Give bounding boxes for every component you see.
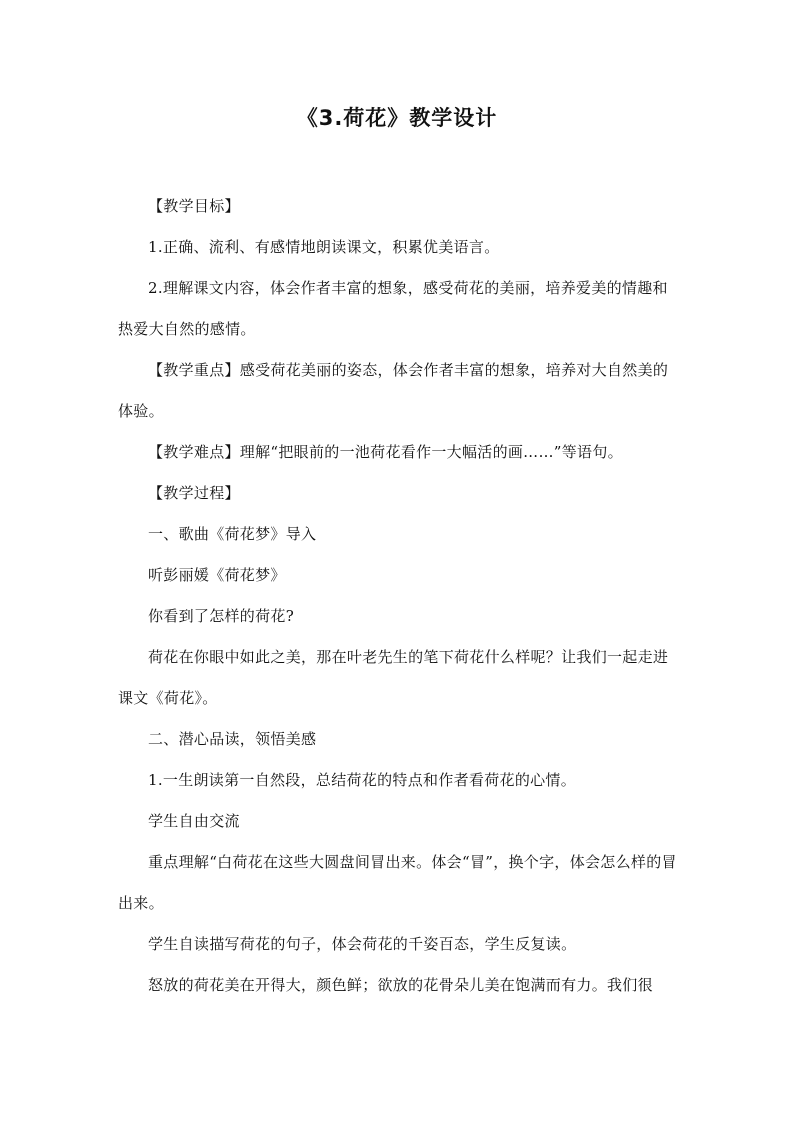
document-title: 《3.荷花》教学设计 <box>296 106 498 130</box>
body-paragraph: 1.一生朗读第一自然段，总结荷花的特点和作者看荷花的心情。 <box>148 771 577 789</box>
body-paragraph: 重点理解“白荷花在这些大圆盘间冒出来。体会“冒”，换个字，体会怎么样的冒出来。 <box>118 853 677 912</box>
body-paragraph: 荷花在你眼中如此之美，那在叶老先生的笔下荷花什么样呢？让我们一起走进课文《荷花》。 <box>118 648 669 707</box>
document-body <box>118 186 680 1006</box>
teaching-key-point: 【教学重点】感受荷花美丽的姿态，体会作者丰富的想象，培养对大自然美的体验。 <box>118 361 669 420</box>
section-2-heading: 二、潜心品读，领悟美感 <box>148 730 317 748</box>
body-paragraph: 听彭丽媛《荷花梦》 <box>148 566 286 584</box>
heading-teaching-process: 【教学过程】 <box>148 484 240 502</box>
body-paragraph: 学生自读描写荷花的句子，体会荷花的千姿百态，学生反复读。 <box>148 935 577 953</box>
teaching-difficulty: 【教学难点】理解“把眼前的一池荷花看作一大幅活的画……”等语句。 <box>148 443 623 461</box>
body-paragraph: 你看到了怎样的荷花? <box>148 607 295 625</box>
goal-item-2: 2.理解课文内容，体会作者丰富的想象，感受荷花的美丽，培养爱美的情趣和热爱大自然的感情。 <box>118 279 668 338</box>
body-paragraph: 怒放的荷花美在开得大，颜色鲜；欲放的花骨朵儿美在饱满而有力。我们很 <box>148 976 653 994</box>
heading-teaching-goals: 【教学目标】 <box>148 197 240 215</box>
section-1-heading: 一、歌曲《荷花梦》导入 <box>148 525 317 543</box>
goal-item-1: 1.正确、流利、有感情地朗读课文，积累优美语言。 <box>148 238 500 256</box>
body-paragraph: 学生自由交流 <box>148 812 240 830</box>
